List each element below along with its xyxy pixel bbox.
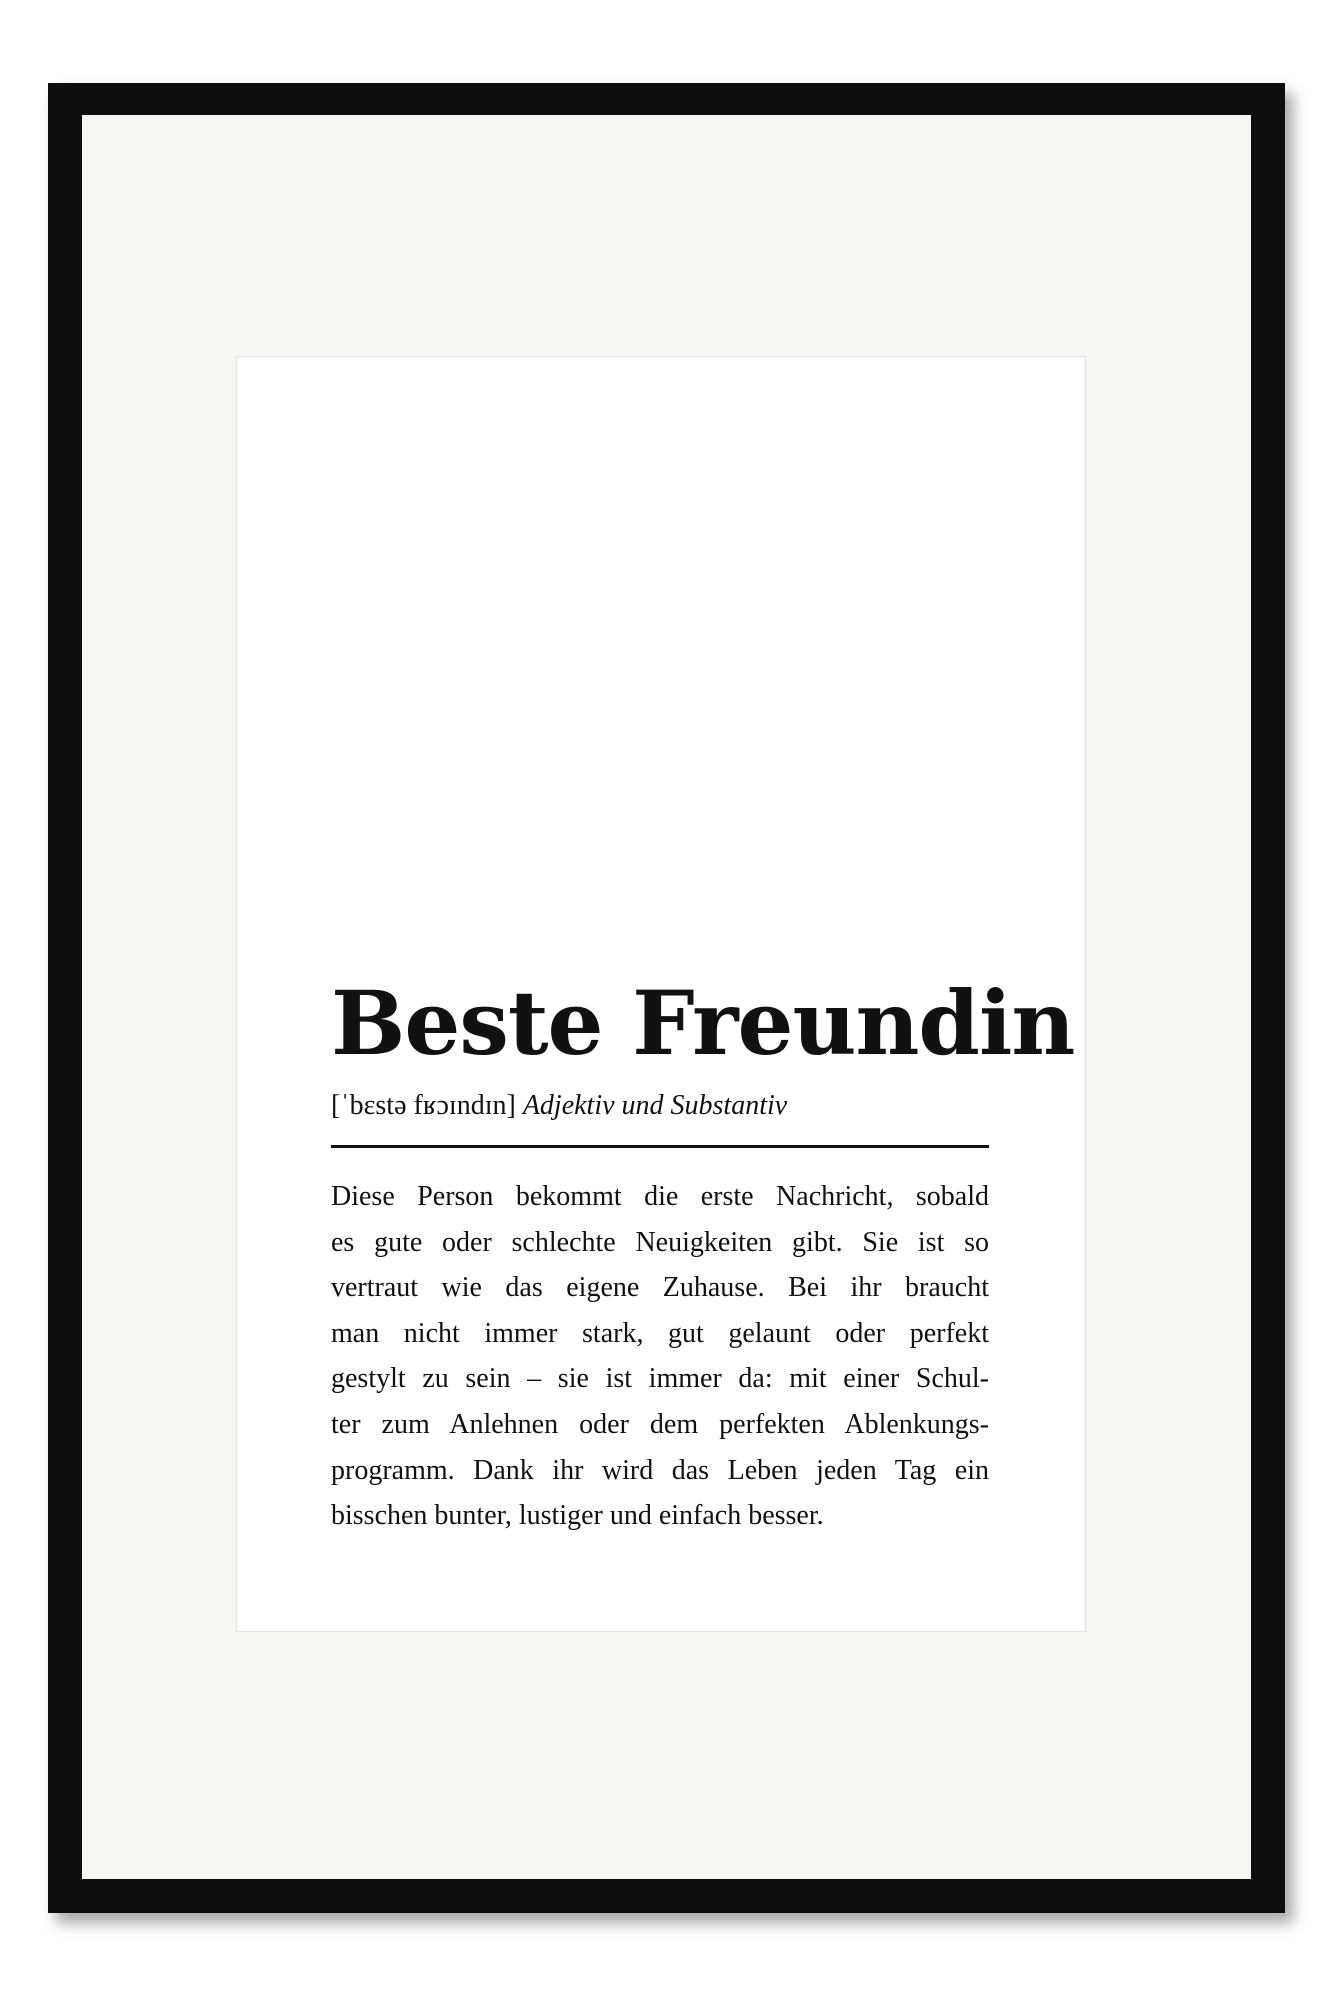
definition-line: vertraut wie das eigene Zuhause. Bei ihr braucht: [331, 1272, 989, 1304]
definition-line: programm. Dank ihr wird das Leben jeden Tag ein: [331, 1454, 989, 1486]
definition-line: es gute oder schlechte Neuigkeiten gibt. Sie ist so: [331, 1226, 989, 1258]
divider-rule: [331, 1145, 989, 1148]
definition-block: [331, 971, 1075, 1539]
definition-line: gestylt zu sein – sie ist immer da: mit einer Schul-: [331, 1363, 989, 1395]
definition-line: Diese Person bekommt die erste Nachricht, sobald: [331, 1181, 989, 1212]
definition-text: [331, 1174, 989, 1539]
poster-title: Beste Freundin: [331, 971, 1075, 1075]
definition-line: ter zum Anlehnen oder dem perfekten Ablenkungs-: [331, 1408, 989, 1440]
definition-line: bisschen bunter, lustiger und einfach besser.: [331, 1500, 824, 1532]
pronunciation-text: [ˈbɛstə fʁɔɪndɪn]: [331, 1090, 516, 1121]
word-type-text: Adjektiv und Substantiv: [522, 1090, 788, 1121]
definition-line: man nicht immer stark, gut gelaunt oder perfekt: [331, 1317, 989, 1349]
pronunciation-line: [331, 1089, 989, 1123]
